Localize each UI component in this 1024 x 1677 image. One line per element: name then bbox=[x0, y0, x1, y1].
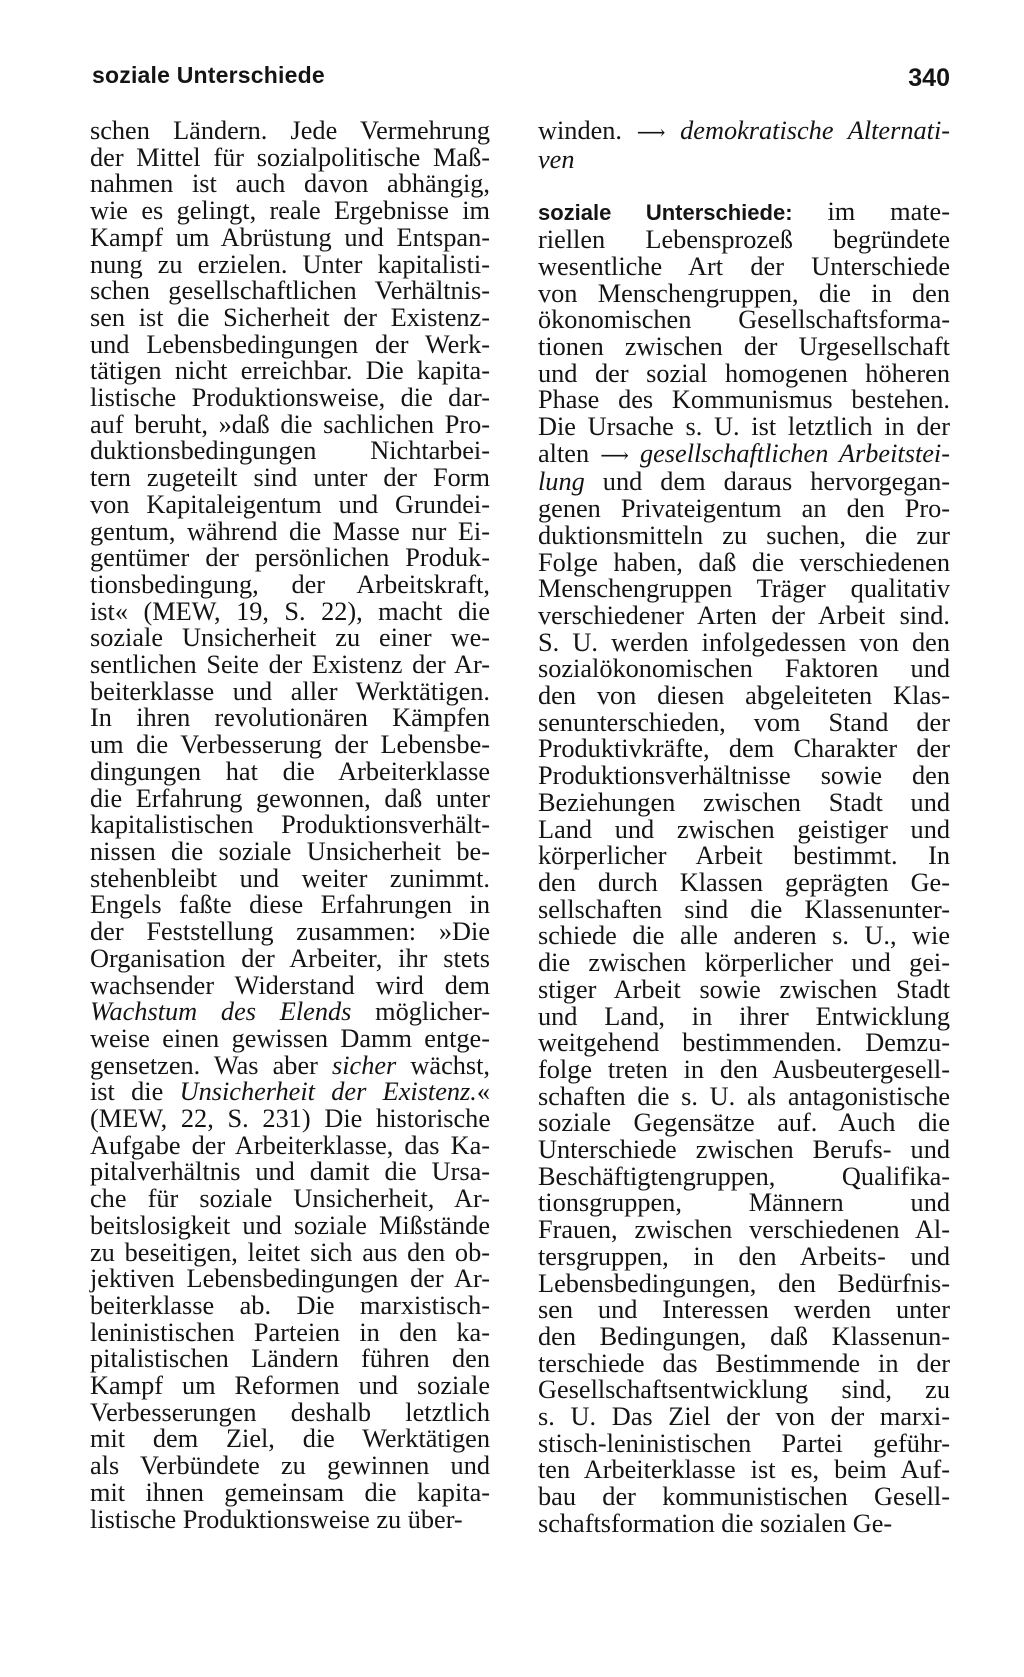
text-line: den von diesen abgeleiteten Klas- bbox=[538, 681, 950, 711]
text-fragment: möglicher- bbox=[351, 997, 490, 1027]
text-line bbox=[90, 1050, 490, 1080]
left-column-text bbox=[90, 118, 490, 1533]
text-line: gentum, während die Masse nur Ei- bbox=[90, 516, 490, 546]
text-line: ten Arbeiterklasse ist es, beim Auf- bbox=[538, 1455, 950, 1485]
text-line: tern zugeteilt sind unter der Form bbox=[90, 463, 490, 493]
text-line: bau der kommunistischen Gesell- bbox=[538, 1482, 950, 1512]
text-line: senunterschieden, vom Stand der bbox=[538, 707, 950, 737]
text-fragment: wächst, bbox=[396, 1050, 490, 1080]
text-line: Lebensbedingungen, den Bedürfnis- bbox=[538, 1268, 950, 1298]
text-line: sen und Interessen werden unter bbox=[538, 1295, 950, 1325]
text-line: sozialökonomischen Faktoren und bbox=[538, 654, 950, 684]
cross-reference-link[interactable]: gesellschaftlichen Arbeitstei- bbox=[628, 438, 950, 468]
text-line bbox=[538, 438, 950, 470]
left-column bbox=[90, 118, 490, 1533]
text-line: den Bedingungen, daß Klassenun- bbox=[538, 1321, 950, 1351]
text-line: Produktivkräfte, dem Charakter der bbox=[538, 734, 950, 764]
text-line: ökonomischen Gesellschaftsforma- bbox=[538, 305, 950, 335]
text-line: terschiede das Bestimmende in der bbox=[538, 1348, 950, 1378]
text-line: den durch Klassen geprägten Ge- bbox=[538, 867, 950, 897]
text-line: beitslosigkeit und soziale Mißstände bbox=[90, 1210, 490, 1240]
text-line: duktionsbedingungen Nichtarbei- bbox=[90, 436, 490, 466]
text-line: schen gesellschaftlichen Verhältnis- bbox=[90, 276, 490, 306]
text-line: In ihren revolutionären Kämpfen bbox=[90, 703, 490, 733]
text-line: wesentliche Art der Unterschiede bbox=[538, 251, 950, 281]
text-line: pitalverhältnis und damit die Ursa- bbox=[90, 1157, 490, 1187]
text-line: schaften die s. U. als antagonistische bbox=[538, 1081, 950, 1111]
text-line: tionen zwischen der Urgesellschaft bbox=[538, 331, 950, 361]
text-line: riellen Lebensprozeß begründete bbox=[538, 225, 950, 255]
text-line: listische Produktionsweise, die dar- bbox=[90, 383, 490, 413]
cross-reference-link[interactable]: lung bbox=[538, 467, 585, 497]
text-line bbox=[538, 118, 950, 147]
cross-reference-link[interactable]: ven bbox=[538, 144, 575, 174]
text-fragment: « bbox=[476, 1077, 490, 1107]
text-line: auf beruht, »daß die sachlichen Pro- bbox=[90, 409, 490, 439]
text-line: sentlichen Seite der Existenz der Ar- bbox=[90, 650, 490, 680]
text-line: jektiven Lebensbedingungen der Ar- bbox=[90, 1264, 490, 1294]
text-line: als Verbündete zu gewinnen und bbox=[90, 1451, 490, 1481]
text-line bbox=[538, 199, 950, 227]
text-fragment: gensetzen. Was aber bbox=[90, 1050, 333, 1080]
italic-phrase: Unsicherheit der Existenz. bbox=[179, 1077, 477, 1107]
right-column bbox=[538, 118, 950, 1538]
text-line: gentümer der persönlichen Produk- bbox=[90, 543, 490, 573]
text-line: Phase des Kommunismus bestehen. bbox=[538, 385, 950, 415]
text-line: Menschengruppen Träger qualitativ bbox=[538, 574, 950, 604]
text-line: listische Produktionsweise zu über- bbox=[90, 1504, 463, 1534]
text-line: nung zu erzielen. Unter kapitalisti- bbox=[90, 249, 490, 279]
text-line: die Erfahrung gewonnen, daß unter bbox=[90, 783, 490, 813]
text-line: kapitalistischen Produktionsverhält- bbox=[90, 810, 490, 840]
text-line: mit dem Ziel, die Werktätigen bbox=[90, 1424, 490, 1454]
text-line: nahmen ist auch davon abhängig, bbox=[90, 169, 490, 199]
text-fragment: ist die bbox=[90, 1077, 180, 1107]
text-line: Folge haben, daß die verschiedenen bbox=[538, 547, 950, 577]
text-line: und Land, in ihrer Entwicklung bbox=[538, 1001, 950, 1031]
text-line: Beschäftigtengruppen, Qualifika- bbox=[538, 1161, 950, 1191]
text-line: che für soziale Unsicherheit, Ar- bbox=[90, 1184, 490, 1214]
text-line bbox=[90, 1079, 490, 1106]
text-line: duktionsmitteln zu suchen, die zur bbox=[538, 520, 950, 550]
text-line bbox=[538, 469, 950, 496]
text-line: sellschaften sind die Klassenunter- bbox=[538, 894, 950, 924]
dictionary-entry bbox=[538, 199, 950, 1537]
text-line: S. U. werden infolgedessen von den bbox=[538, 627, 950, 657]
text-line: Aufgabe der Arbeiterklasse, das Ka- bbox=[90, 1130, 490, 1160]
text-line: Unterschiede zwischen Berufs- und bbox=[538, 1135, 950, 1165]
text-line bbox=[538, 144, 950, 174]
italic-phrase: Wachstum des Elends bbox=[90, 997, 352, 1027]
text-line: wachsender Widerstand wird dem bbox=[90, 970, 490, 1000]
text-line: weise einen gewissen Damm entge- bbox=[90, 1023, 490, 1053]
text-line: genen Privateigentum an den Pro- bbox=[538, 494, 950, 524]
running-header: soziale Unterschiede bbox=[92, 62, 325, 88]
text-line: Frauen, zwischen verschiedenen Al- bbox=[538, 1215, 950, 1245]
text-line: wie es gelingt, reale Ergebnisse im bbox=[90, 196, 490, 226]
text-line: Kampf um Abrüstung und Entspan- bbox=[90, 222, 490, 252]
text-line: soziale Gegensätze auf. Auch die bbox=[538, 1108, 950, 1138]
text-line: und der sozial homogenen höheren bbox=[538, 358, 950, 388]
text-line: tionsbedingung, der Arbeitskraft, bbox=[90, 569, 490, 599]
text-line: Verbesserungen deshalb letztlich bbox=[90, 1397, 490, 1427]
text-line: Kampf um Reformen und soziale bbox=[90, 1371, 490, 1401]
text-line: Engels faßte diese Erfahrungen in bbox=[90, 890, 490, 920]
text-line: der Mittel für sozialpolitische Maß- bbox=[90, 142, 490, 172]
text-line: soziale Unsicherheit zu einer we- bbox=[90, 623, 490, 653]
text-line: körperlicher Arbeit bestimmt. In bbox=[538, 841, 950, 871]
text-line: beiterklasse ab. Die marxistisch- bbox=[90, 1290, 490, 1320]
text-line: von Kapitaleigentum und Grundei- bbox=[90, 489, 490, 519]
text-line: stehenbleibt und weiter zunimmt. bbox=[90, 863, 490, 893]
text-line: und Lebensbedingungen der Werk- bbox=[90, 329, 490, 359]
text-line: tätigen nicht erreichbar. Die kapita- bbox=[90, 356, 490, 386]
continued-entry bbox=[538, 118, 950, 173]
text-line: stiger Arbeit sowie zwischen Stadt bbox=[538, 974, 950, 1004]
text-line: s. U. Das Ziel der von der marxi- bbox=[538, 1402, 950, 1432]
text-line: stisch-leninistischen Partei geführ- bbox=[538, 1428, 950, 1458]
text-line: nissen die soziale Unsicherheit be- bbox=[90, 836, 490, 866]
text-line: ist« (MEW, 19, S. 22), macht die bbox=[90, 596, 490, 626]
text-line: zu beseitigen, leitet sich aus den ob- bbox=[90, 1237, 490, 1267]
text-line: Organisation der Arbeiter, ihr stets bbox=[90, 943, 490, 973]
italic-word: sicher bbox=[332, 1050, 397, 1080]
text-fragment: winden. bbox=[538, 116, 637, 145]
text-line: folge treten in den Ausbeutergesell- bbox=[538, 1054, 950, 1084]
text-line: Gesellschaftsentwicklung sind, zu bbox=[538, 1375, 950, 1405]
text-line: die zwischen körperlicher und gei- bbox=[538, 948, 950, 978]
text-line: leninistischen Parteien in den ka- bbox=[90, 1317, 490, 1347]
cross-reference-link[interactable]: demokratische Alternati- bbox=[665, 116, 951, 145]
text-line: tionsgruppen, Männern und bbox=[538, 1188, 950, 1218]
text-line: mit ihnen gemeinsam die kapita- bbox=[90, 1477, 490, 1507]
page-number: 340 bbox=[908, 64, 950, 92]
text-line: schen Ländern. Jede Vermehrung bbox=[90, 116, 490, 145]
text-line: verschiedener Arten der Arbeit sind. bbox=[538, 600, 950, 630]
text-line: sen ist die Sicherheit der Existenz- bbox=[90, 302, 490, 332]
cross-reference-arrow-icon: ⟶ bbox=[600, 444, 629, 467]
text-fragment: alten bbox=[538, 438, 601, 468]
text-line: von Menschengruppen, die in den bbox=[538, 278, 950, 308]
text-line: pitalistischen Ländern führen den bbox=[90, 1344, 490, 1374]
text-line bbox=[90, 999, 490, 1026]
text-line: um die Verbesserung der Lebensbe- bbox=[90, 730, 490, 760]
text-line: der Feststellung zusammen: »Die bbox=[90, 917, 490, 947]
text-line: (MEW, 22, S. 231) Die historische bbox=[90, 1104, 490, 1134]
text-line: schaftsformation die sozialen Ge- bbox=[538, 1508, 893, 1538]
text-line: tersgruppen, in den Arbeits- und bbox=[538, 1241, 950, 1271]
cross-reference-arrow-icon: ⟶ bbox=[636, 122, 666, 144]
entry-headword: soziale Unterschiede: bbox=[538, 200, 793, 226]
text-fragment: und dem daraus hervorgegan- bbox=[584, 467, 950, 497]
text-line: Die Ursache s. U. ist letztlich in der bbox=[538, 412, 950, 442]
text-line: beiterklasse und aller Werktätigen. bbox=[90, 676, 490, 706]
text-line: Beziehungen zwischen Stadt und bbox=[538, 787, 950, 817]
text-line: Land und zwischen geistiger und bbox=[538, 814, 950, 844]
text-line: weitgehend bestimmenden. Demzu- bbox=[538, 1028, 950, 1058]
text-line: dingungen hat die Arbeiterklasse bbox=[90, 756, 490, 786]
text-line: Produktionsverhältnisse sowie den bbox=[538, 761, 950, 791]
text-fragment: im mate- bbox=[792, 197, 950, 227]
text-line: schiede die alle anderen s. U., wie bbox=[538, 921, 950, 951]
